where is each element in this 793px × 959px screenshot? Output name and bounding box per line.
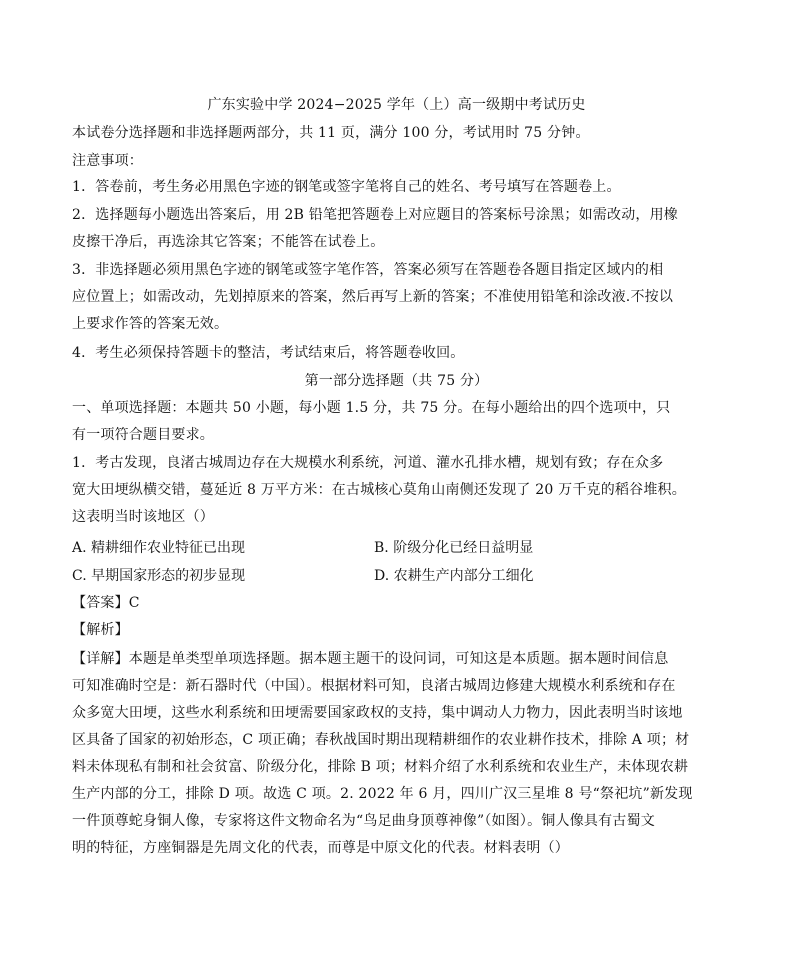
option-d: D. 农耕生产内部分工细化 — [374, 568, 534, 584]
detail-line: 可知准确时空是：新石器时代（中国）。根据材料可知，良渚古城周边修建大规模水利系统和存在 — [72, 678, 676, 694]
notice-line: 3．非选择题必须用黑色字迹的钢笔或签字笔作答，答案必须写在答题卷各题目指定区域内的相 — [72, 262, 664, 278]
detail-line: 明的特征，方座铜器是先周文化的代表，而尊是中原文化的代表。材料表明（） — [72, 840, 569, 856]
exam-title: 广东实验中学 2024−2025 学年（上）高一级期中考试历史 — [207, 97, 586, 113]
detail-line: 众多宽大田埂，这些水利系统和田埂需要国家政权的支持，集中调动人力物力，因此表明当时该地 — [72, 705, 683, 721]
detail-line: 生产内部的分工，排除 D 项。故选 C 项。2. 2022 年 6 月，四川广汉三星堆 8 号“祭祀坑”新发现 — [72, 786, 693, 802]
analysis-heading: 【解析】 — [72, 622, 129, 638]
question-stem: 宽大田埂纵横交错，蔓延近 8 万平方米：在古城核心莫角山南侧还发现了 20 万千克的稻谷堆积。 — [72, 482, 686, 498]
notice-line: 2．选择题每小题选出答案后，用 2B 铅笔把答题卷上对应题目的答案标号涂黑；如需改动，用橡 — [72, 207, 679, 223]
part-title: 第一部分选择题（共 75 分） — [304, 373, 489, 389]
section-instruction: 有一项符合题目要求。 — [72, 427, 214, 443]
exam-intro: 本试卷分选择题和非选择题两部分，共 11 页，满分 100 分，考试用时 75 分钟。 — [72, 125, 590, 141]
notice-line: 皮擦干净后，再选涂其它答案；不能答在试卷上。 — [72, 234, 385, 250]
notice-line: 4．考生必须保持答题卡的整洁，考试结束后，将答题卷收回。 — [72, 345, 465, 361]
answer-label: 【答案】C — [72, 595, 140, 611]
option-a: A. 精耕细作农业特征已出现 — [72, 540, 246, 556]
notice-line: 应位置上；如需改动，先划掉原来的答案，然后再写上新的答案；不准使用铅笔和涂改液.不按以 — [72, 289, 674, 305]
notice-line: 1．答卷前，考生务必用黑色字迹的钢笔或签字笔将自己的姓名、考号填写在答题卷上。 — [72, 179, 621, 195]
question-stem: 1．考古发现，良渚古城周边存在大规模水利系统，河道、灌水孔排水槽，规划有致；存在众多 — [72, 455, 664, 471]
detail-line: 【详解】本题是单类型单项选择题。据本题主题干的设问词，可知这是本质题。据本题时间信息 — [72, 651, 669, 667]
section-instruction: 一、单项选择题：本题共 50 小题，每小题 1.5 分，共 75 分。在每小题给出的四个选项中，只 — [72, 400, 671, 416]
detail-line: 料未体现私有制和社会贫富、阶级分化，排除 B 项；材料介绍了水利系统和农业生产，未体现农耕 — [72, 759, 689, 775]
detail-line: 区具备了国家的初始形态，C 项正确；春秋战国时期出现精耕细作的农业耕作技术，排除 A 项；材 — [72, 732, 690, 748]
notice-line: 上要求作答的答案无效。 — [72, 316, 229, 332]
notice-heading: 注意事项： — [72, 153, 143, 169]
detail-line: 一件顶尊蛇身铜人像，专家将这件文物命名为“鸟足曲身顶尊神像”（如图）。铜人像具有古蜀文 — [72, 813, 655, 829]
option-b: B. 阶级分化已经日益明显 — [374, 540, 534, 556]
option-c: C. 早期国家形态的初步显现 — [72, 568, 246, 584]
question-stem: 这表明当时该地区（） — [72, 509, 214, 525]
